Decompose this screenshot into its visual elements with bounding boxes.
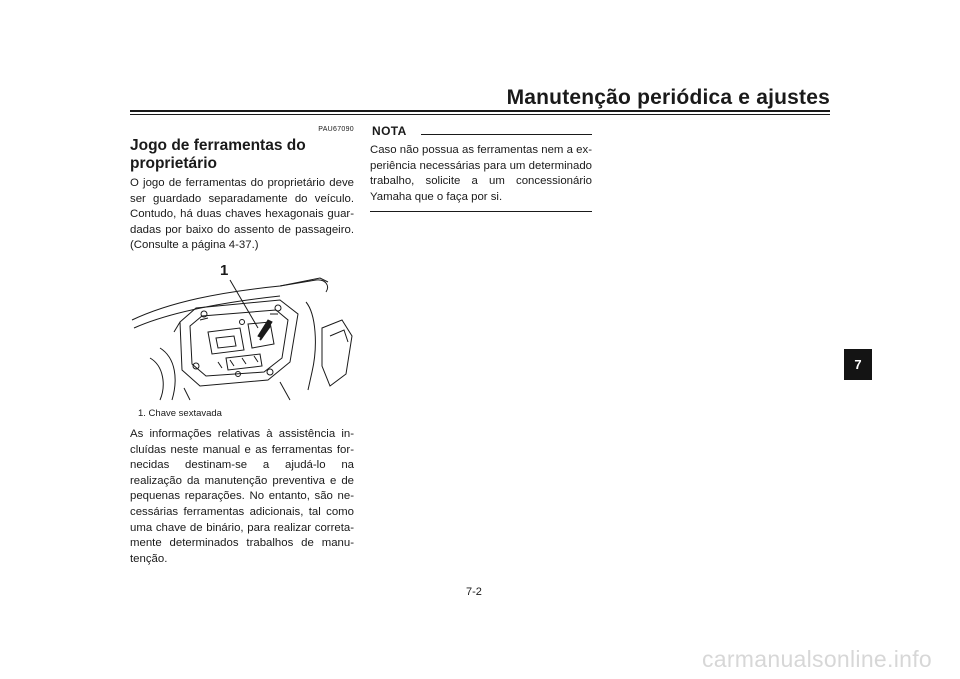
left-column xyxy=(130,126,354,567)
section-code: PAU67090 xyxy=(318,126,354,133)
toolkit-illustration xyxy=(130,262,354,402)
note-header-rule xyxy=(421,134,592,135)
intro-paragraph: O jogo de ferramentas do proprietário deve ser guardado separadamente do veículo. Contudo, há duas chaves hexagonais guardadas por baixo do assento de passageiro. (Consulte a página 4-37.) xyxy=(130,177,354,252)
header-rule-thin xyxy=(130,114,830,115)
note-header xyxy=(370,124,592,138)
header-rule xyxy=(130,110,830,112)
note-bottom-rule xyxy=(370,211,592,212)
page-title: Manutenção periódica e ajustes xyxy=(506,86,830,109)
note-box xyxy=(370,124,592,212)
body-paragraph: As informações relativas à assistência incluídas neste manual e as ferramentas fornecidas destinam-se a ajudá-lo na realização da manutenção preventiva e de pequenas reparações. No entanto, são necessárias ferramentas adicionais, tal como uma chave de binário, para realizar corretamente determinados trabalhos de manutenção. xyxy=(130,427,354,565)
chapter-tab: 7 xyxy=(844,349,872,380)
figure-callout: 1 xyxy=(220,261,229,279)
note-label: NOTA xyxy=(372,124,407,138)
figure-caption: 1. Chave sextavada xyxy=(138,407,222,419)
section-title: Jogo de ferramentas do proprietário xyxy=(130,137,306,172)
watermark: carmanualsonline.info xyxy=(701,646,932,672)
seat-underside-drawing xyxy=(130,262,354,402)
note-text: Caso não possua as ferramentas nem a experiência necessárias para um determinado trabalho, solicite a um concessionário Yamaha que o faça por si. xyxy=(370,144,592,203)
page-number: 7-2 xyxy=(466,586,482,598)
